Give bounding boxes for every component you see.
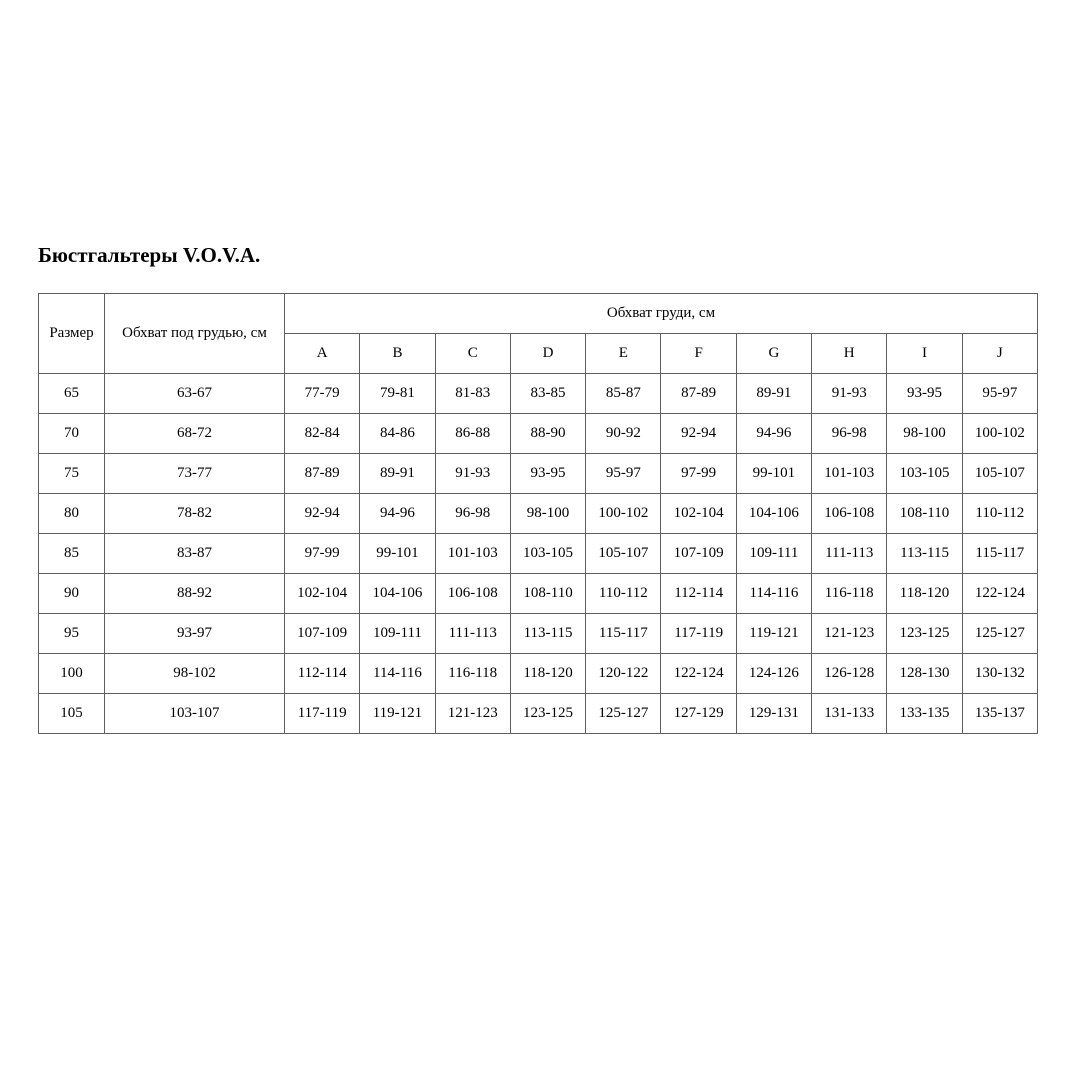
size-cell: 75 — [39, 454, 105, 494]
underbust-cell: 68-72 — [105, 414, 285, 454]
cup-range-cell: 108-110 — [887, 494, 962, 534]
cup-range-cell: 129-131 — [736, 694, 811, 734]
underbust-cell: 98-102 — [105, 654, 285, 694]
col-header-cup-B: B — [360, 334, 435, 374]
cup-range-cell: 96-98 — [435, 494, 510, 534]
cup-range-cell: 94-96 — [736, 414, 811, 454]
cup-range-cell: 100-102 — [586, 494, 661, 534]
col-header-cup-C: C — [435, 334, 510, 374]
cup-range-cell: 109-111 — [360, 614, 435, 654]
cup-range-cell: 118-120 — [510, 654, 585, 694]
cup-range-cell: 111-113 — [812, 534, 887, 574]
cup-range-cell: 130-132 — [962, 654, 1037, 694]
col-header-cup-D: D — [510, 334, 585, 374]
size-cell: 100 — [39, 654, 105, 694]
cup-range-cell: 82-84 — [285, 414, 360, 454]
cup-range-cell: 120-122 — [586, 654, 661, 694]
cup-range-cell: 91-93 — [435, 454, 510, 494]
cup-range-cell: 99-101 — [736, 454, 811, 494]
size-cell: 90 — [39, 574, 105, 614]
cup-range-cell: 87-89 — [661, 374, 736, 414]
cup-range-cell: 86-88 — [435, 414, 510, 454]
table-row — [39, 694, 1038, 734]
cup-range-cell: 106-108 — [812, 494, 887, 534]
cup-range-cell: 83-85 — [510, 374, 585, 414]
cup-range-cell: 90-92 — [586, 414, 661, 454]
col-header-cup-I: I — [887, 334, 962, 374]
cup-range-cell: 114-116 — [736, 574, 811, 614]
cup-range-cell: 100-102 — [962, 414, 1037, 454]
cup-range-cell: 116-118 — [435, 654, 510, 694]
cup-range-cell: 98-100 — [887, 414, 962, 454]
cup-range-cell: 113-115 — [887, 534, 962, 574]
cup-range-cell: 97-99 — [285, 534, 360, 574]
col-header-cup-J: J — [962, 334, 1037, 374]
cup-range-cell: 121-123 — [812, 614, 887, 654]
cup-range-cell: 112-114 — [285, 654, 360, 694]
cup-range-cell: 94-96 — [360, 494, 435, 534]
cup-range-cell: 125-127 — [586, 694, 661, 734]
cup-range-cell: 124-126 — [736, 654, 811, 694]
cup-range-cell: 122-124 — [962, 574, 1037, 614]
cup-range-cell: 123-125 — [510, 694, 585, 734]
table-row — [39, 494, 1038, 534]
cup-range-cell: 110-112 — [586, 574, 661, 614]
cup-range-cell: 119-121 — [360, 694, 435, 734]
table-row — [39, 614, 1038, 654]
col-header-cup-H: H — [812, 334, 887, 374]
underbust-cell: 93-97 — [105, 614, 285, 654]
underbust-cell: 88-92 — [105, 574, 285, 614]
underbust-cell: 73-77 — [105, 454, 285, 494]
cup-range-cell: 109-111 — [736, 534, 811, 574]
bra-size-chart-table — [38, 293, 1038, 734]
size-cell: 85 — [39, 534, 105, 574]
cup-range-cell: 133-135 — [887, 694, 962, 734]
cup-range-cell: 104-106 — [360, 574, 435, 614]
cup-range-cell: 117-119 — [661, 614, 736, 654]
cup-range-cell: 95-97 — [962, 374, 1037, 414]
size-cell: 65 — [39, 374, 105, 414]
cup-range-cell: 87-89 — [285, 454, 360, 494]
cup-range-cell: 101-103 — [812, 454, 887, 494]
cup-range-cell: 111-113 — [435, 614, 510, 654]
cup-range-cell: 106-108 — [435, 574, 510, 614]
table-row — [39, 574, 1038, 614]
size-cell: 105 — [39, 694, 105, 734]
table-header — [39, 294, 1038, 374]
size-cell: 70 — [39, 414, 105, 454]
cup-range-cell: 131-133 — [812, 694, 887, 734]
cup-range-cell: 84-86 — [360, 414, 435, 454]
cup-range-cell: 108-110 — [510, 574, 585, 614]
col-header-cup-E: E — [586, 334, 661, 374]
cup-range-cell: 117-119 — [285, 694, 360, 734]
cup-range-cell: 97-99 — [661, 454, 736, 494]
col-header-size: Размер — [39, 294, 105, 374]
cup-range-cell: 77-79 — [285, 374, 360, 414]
cup-range-cell: 112-114 — [661, 574, 736, 614]
cup-range-cell: 101-103 — [435, 534, 510, 574]
underbust-cell: 78-82 — [105, 494, 285, 534]
cup-range-cell: 107-109 — [285, 614, 360, 654]
col-header-bust: Обхват груди, см — [285, 294, 1038, 334]
cup-range-cell: 95-97 — [586, 454, 661, 494]
cup-range-cell: 98-100 — [510, 494, 585, 534]
table-body — [39, 374, 1038, 734]
table-row — [39, 374, 1038, 414]
cup-range-cell: 103-105 — [510, 534, 585, 574]
cup-range-cell: 105-107 — [962, 454, 1037, 494]
underbust-cell: 63-67 — [105, 374, 285, 414]
cup-range-cell: 114-116 — [360, 654, 435, 694]
table-row — [39, 414, 1038, 454]
underbust-cell: 83-87 — [105, 534, 285, 574]
cup-range-cell: 127-129 — [661, 694, 736, 734]
cup-range-cell: 104-106 — [736, 494, 811, 534]
cup-range-cell: 89-91 — [736, 374, 811, 414]
col-header-underbust: Обхват под грудью, см — [105, 294, 285, 374]
cup-range-cell: 119-121 — [736, 614, 811, 654]
cup-range-cell: 122-124 — [661, 654, 736, 694]
cup-range-cell: 88-90 — [510, 414, 585, 454]
cup-range-cell: 128-130 — [887, 654, 962, 694]
cup-range-cell: 126-128 — [812, 654, 887, 694]
table-row — [39, 454, 1038, 494]
cup-range-cell: 96-98 — [812, 414, 887, 454]
cup-range-cell: 135-137 — [962, 694, 1037, 734]
cup-range-cell: 121-123 — [435, 694, 510, 734]
cup-range-cell: 103-105 — [887, 454, 962, 494]
cup-range-cell: 89-91 — [360, 454, 435, 494]
cup-range-cell: 115-117 — [962, 534, 1037, 574]
cup-range-cell: 118-120 — [887, 574, 962, 614]
col-header-cup-A: A — [285, 334, 360, 374]
size-cell: 95 — [39, 614, 105, 654]
cup-range-cell: 113-115 — [510, 614, 585, 654]
header-row-top — [39, 294, 1038, 334]
col-header-cup-F: F — [661, 334, 736, 374]
cup-range-cell: 93-95 — [887, 374, 962, 414]
cup-range-cell: 99-101 — [360, 534, 435, 574]
cup-range-cell: 79-81 — [360, 374, 435, 414]
underbust-cell: 103-107 — [105, 694, 285, 734]
cup-range-cell: 107-109 — [661, 534, 736, 574]
cup-range-cell: 85-87 — [586, 374, 661, 414]
cup-range-cell: 93-95 — [510, 454, 585, 494]
page-title: Бюстгальтеры V.O.V.A. — [38, 243, 261, 267]
cup-range-cell: 81-83 — [435, 374, 510, 414]
cup-range-cell: 91-93 — [812, 374, 887, 414]
cup-range-cell: 116-118 — [812, 574, 887, 614]
cup-range-cell: 110-112 — [962, 494, 1037, 534]
cup-range-cell: 92-94 — [285, 494, 360, 534]
table-row — [39, 654, 1038, 694]
cup-range-cell: 125-127 — [962, 614, 1037, 654]
cup-range-cell: 102-104 — [285, 574, 360, 614]
col-header-cup-G: G — [736, 334, 811, 374]
cup-range-cell: 105-107 — [586, 534, 661, 574]
cup-range-cell: 102-104 — [661, 494, 736, 534]
cup-range-cell: 115-117 — [586, 614, 661, 654]
cup-range-cell: 92-94 — [661, 414, 736, 454]
size-cell: 80 — [39, 494, 105, 534]
cup-range-cell: 123-125 — [887, 614, 962, 654]
table-row — [39, 534, 1038, 574]
